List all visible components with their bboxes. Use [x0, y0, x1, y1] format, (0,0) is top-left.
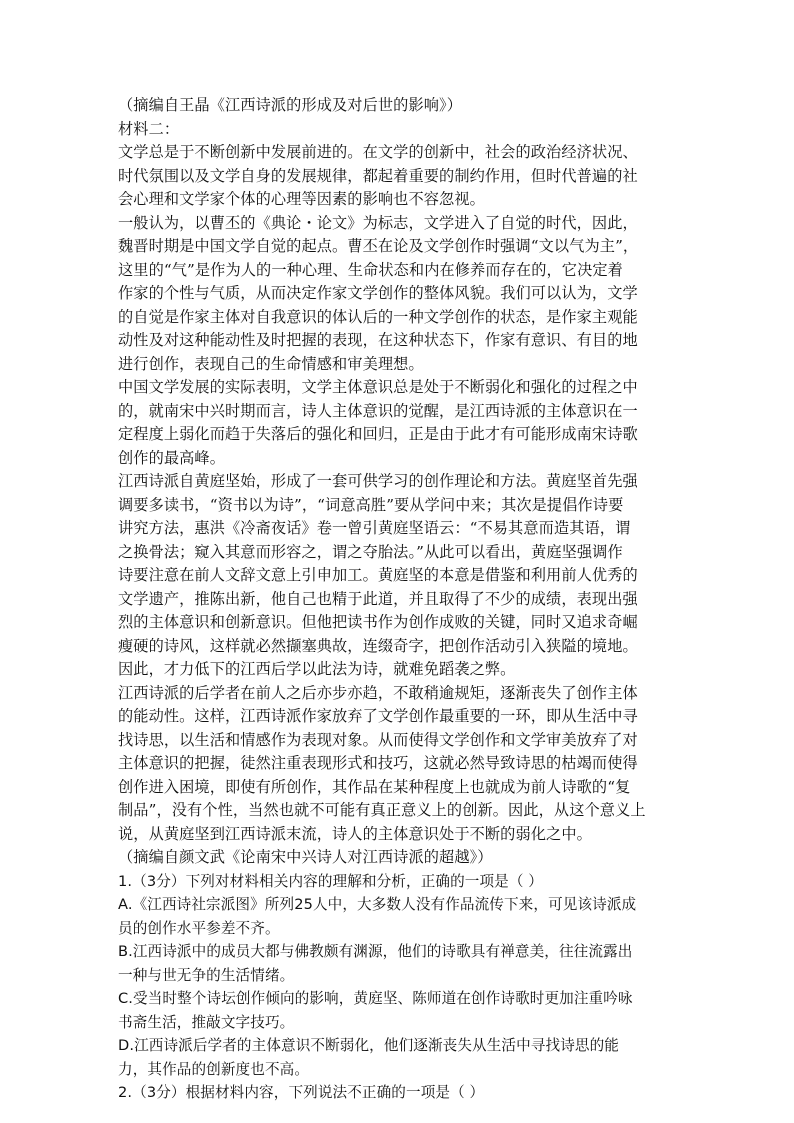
text-line: 定程度上弱化而趋于失落后的强化和回归，正是由于此才有可能形成南宋诗歌 [118, 425, 638, 443]
text-line: 烈的主体意识和创新意识。但他把读书作为创作成败的关键，同时又追求奇崛 [118, 613, 638, 631]
question-1-option-c-cont: 书斋生活，推敲文字技巧。 [118, 1013, 295, 1031]
text-line: 讲究方法，惠洪《冷斋夜话》卷一曾引黄庭坚语云：“不易其意而造其语，谓 [118, 519, 631, 537]
text-line: 的自觉是作家主体对自我意识的体认后的一种文学创作的状态，是作家主观能 [118, 307, 638, 326]
text-line: 的能动性。这样，江西诗派作家放弃了文学创作最重要的一环，即从生活中寻 [118, 707, 638, 725]
text-line: 之换骨法；窥入其意而形容之，谓之夺胎法。”从此可以看出，黄庭坚强调作 [118, 542, 623, 561]
text-line: 文学遗产，推陈出新，他自己也精于此道，并且取得了不少的成绩，表现出强 [118, 589, 638, 608]
text-line: 瘦硬的诗风，这样就必然撷塞典故，连缀奇字，把创作活动引入狭隘的境地。 [118, 636, 638, 655]
text-line: 江西诗派自黄庭坚始，形成了一套可供学习的创作理论和方法。黄庭坚首先强 [118, 472, 638, 490]
text-line: 材料二： [118, 119, 180, 138]
text-line: （摘编自颜文武《论南宋中兴诗人对江西诗派的超越》） [118, 848, 493, 866]
text-line: 这里的“气”是作为人的一种心理、生命状态和内在修养而存在的，它决定着 [118, 260, 623, 279]
text-line: 的，就南宋中兴时期而言，诗人主体意识的觉醒，是江西诗派的主体意识在一 [118, 401, 638, 420]
question-1-option-a-cont: 员的创作水平参差不齐。 [118, 919, 280, 937]
text-line: 江西诗派的后学者在前人之后亦步亦趋，不敢稍逾规矩，逐渐丧失了创作主体 [118, 683, 638, 702]
text-line: 找诗思，以生活和情感作为表现对象。从而使得文学创作和文学审美放弃了对 [118, 730, 638, 749]
text-line: 制品”，没有个性，当然也就不可能有真正意义上的创新。因此，从这个意义上 [118, 801, 646, 819]
text-line: 动性及对这种能动性及时把握的表现，在这种状态下，作家有意识、有目的地 [118, 331, 638, 349]
text-line: 因此，才力低下的江西后学以此法为诗，就难免蹈袭之弊。 [118, 660, 516, 678]
text-line: 创作进入困境，即使有所创作，其作品在某种程度上也就成为前人诗歌的“复 [118, 777, 631, 796]
text-line: 作家的个性与气质，从而决定作家文学创作的整体风貌。我们可以认为，文学 [118, 284, 638, 302]
text-line: 进行创作，表现自己的生命情感和审美理想。 [118, 354, 424, 373]
text-line: 调要多读书，“资书以为诗”，“词意高胜”要从学问中来；其次是提倡作诗要 [118, 495, 624, 514]
question-1-option-a: A.《江西诗社宗派图》所列25人中，大多数人没有作品流传下来，可见该诗派成 [118, 896, 637, 913]
text-line: （摘编自王晶《江西诗派的形成及对后世的影响》） [118, 96, 463, 114]
question-1-stem: 1.（3分）下列对材料相关内容的理解和分析，正确的一项是（ ） [118, 872, 543, 890]
question-1-option-d-cont: 力，其作品的创新度也不高。 [118, 1060, 310, 1078]
text-line: 一般认为，以曹丕的《典论・论文》为标志，文学进入了自觉的时代，因此， [118, 213, 638, 232]
question-1-option-b: B.江西诗派中的成员大都与佛教颇有渊源，他们的诗歌具有禅意美，往往流露出 [118, 943, 633, 960]
question-1-option-d: D.江西诗派后学者的主体意识不断弱化，他们逐渐丧失从生活中寻找诗思的能 [118, 1037, 619, 1054]
text-line: 中国文学发展的实际表明，文学主体意识总是处于不断弱化和强化的过程之中 [118, 378, 638, 396]
text-line: 会心理和文学家个体的心理等因素的影响也不容忽视。 [118, 190, 485, 208]
question-1-option-b-cont: 一种与世无争的生活情绪。 [118, 966, 295, 984]
text-line: 主体意识的把握，徒然注重表现形式和技巧，这就必然导致诗思的枯竭而使得 [118, 754, 638, 772]
text-line: 诗要注意在前人文辞文意上引申加工。黄庭坚的本意是借鉴和利用前人优秀的 [118, 566, 638, 584]
question-2-stem: 2.（3分）根据材料内容，下列说法不正确的一项是（ ） [118, 1084, 485, 1101]
document-page [118, 94, 678, 1105]
text-line: 魏晋时期是中国文学自觉的起点。曹丕在论及文学创作时强调“文以气为主”， [118, 237, 639, 255]
text-line: 说，从黄庭坚到江西诗派末流，诗人的主体意识处于不断的弱化之中。 [118, 824, 592, 843]
text-line: 时代氛围以及文学自身的发展规律，都起着重要的制约作用，但时代普遍的社 [118, 166, 638, 185]
question-1-option-c: C.受当时整个诗坛创作倾向的影响，黄庭坚、陈师道在创作诗歌时更加注重吟咏 [118, 990, 633, 1007]
text-line: 创作的最高峰。 [118, 448, 226, 467]
text-line: 文学总是于不断创新中发展前进的。在文学的创新中，社会的政治经济状况、 [118, 143, 638, 161]
